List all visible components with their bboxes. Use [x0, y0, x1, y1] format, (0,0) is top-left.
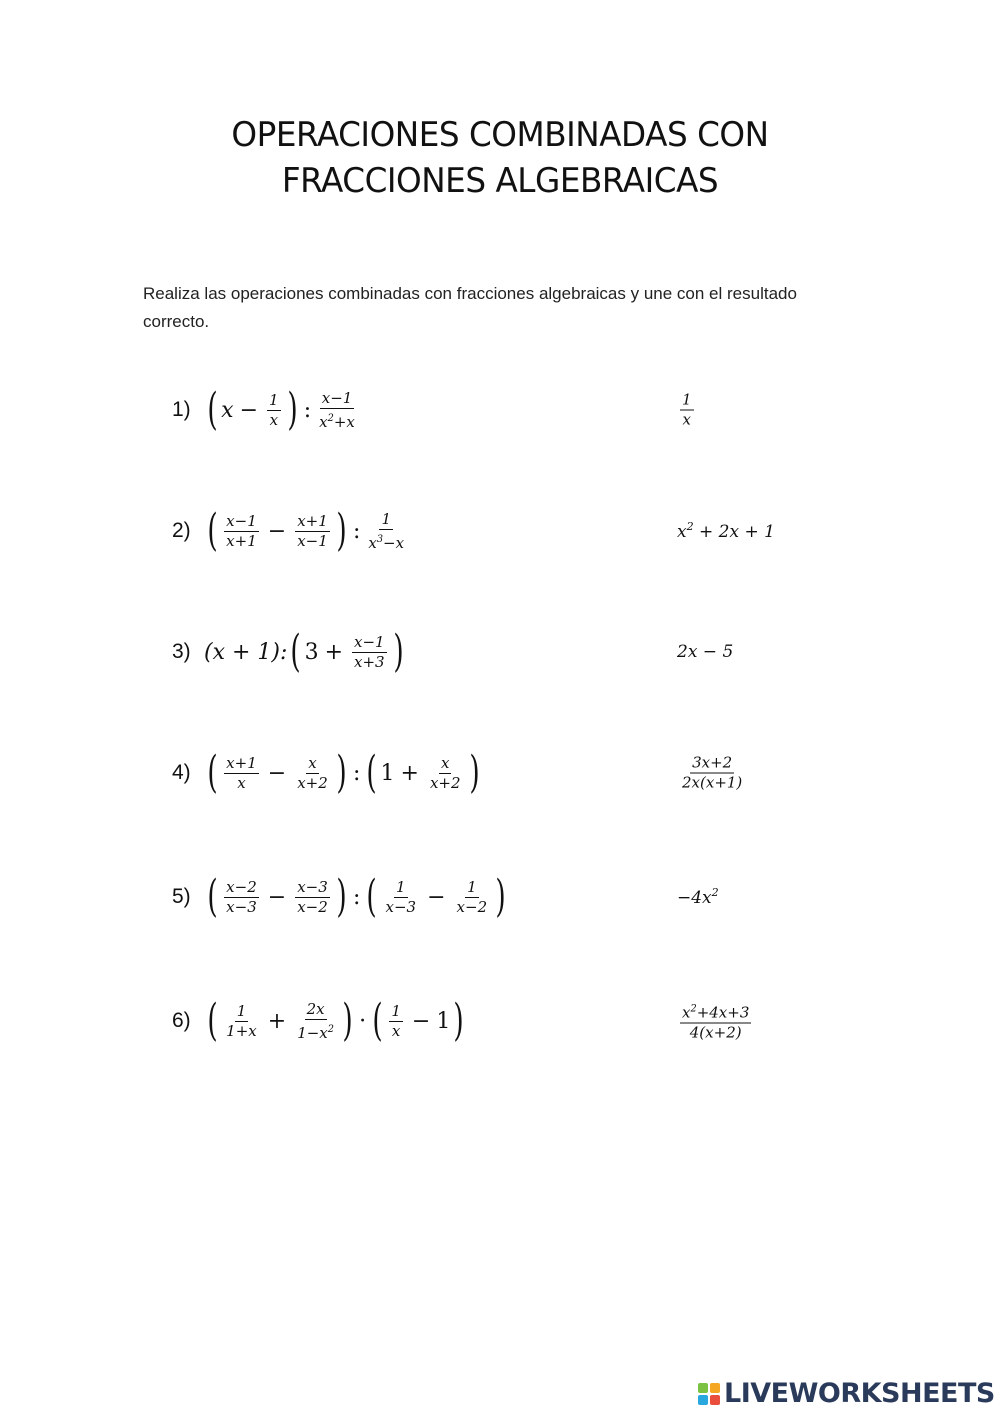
- exercise-number: 5): [172, 885, 191, 908]
- answer-value: $x^2 + 2x + 1$: [677, 520, 775, 542]
- answer-option[interactable]: [677, 1000, 754, 1043]
- answer-value: $\frac{x^2+4x+3}{4(x+2)}$: [680, 1000, 751, 1043]
- exercise-number: 1): [172, 398, 191, 421]
- exercise-row-2: [172, 501, 952, 561]
- exercise-expression: (x + 1): ( 3 + $\frac{x-1}{x+3}$ ): [204, 626, 404, 677]
- answer-value: 2x − 5: [677, 642, 734, 662]
- exercise-expression: ( $\frac{x-2}{x-3}$ − $\frac{x-3}{x-2}$ ) : ( $\frac{1}{x-3}$ − $\frac{1}{x-2}$ ): [207, 871, 506, 922]
- liveworksheets-logo: [698, 1378, 995, 1409]
- exercise-number: 4): [172, 761, 191, 784]
- instructions-text: Realiza las operaciones combinadas con fracciones algebraicas y une con el resultado correcto.: [143, 284, 797, 331]
- answer-value: $-4x^2$: [677, 886, 719, 908]
- answer-option[interactable]: [677, 642, 733, 662]
- exercise-expression: ( x − $\frac{1}{x}$ ) : $\frac{x-1}{x^2+x}$: [207, 384, 355, 435]
- logo-text: LIVEWORKSHEETS: [724, 1378, 995, 1409]
- exercise-expression: ( $\frac{x+1}{x}$ − $\frac{x}{x+2}$ ) : ( 1 + $\frac{x}{x+2}$ ): [207, 747, 480, 798]
- exercise-expression: ( $\frac{1}{1+x}$ + $\frac{2x}{1-x^2}$ ) · ( $\frac{1}{x}$ − 1 ): [207, 995, 465, 1046]
- exercise-row-6: [172, 991, 952, 1051]
- exercise-row-3: [172, 622, 952, 682]
- answer-option[interactable]: [677, 886, 719, 908]
- exercise-number: 2): [172, 519, 191, 542]
- title-line-1: OPERACIONES COMBINADAS CON: [231, 115, 769, 155]
- exercise-row-1: [172, 380, 952, 440]
- answer-option[interactable]: [677, 391, 697, 430]
- worksheet-title: [20, 112, 980, 204]
- exercise-number: 6): [172, 1009, 191, 1032]
- exercise-row-5: [172, 867, 952, 927]
- exercise-number: 3): [172, 640, 191, 663]
- logo-icon: [698, 1383, 720, 1405]
- exercise-row-4: [172, 743, 952, 803]
- answer-value: $\frac{1}{x}$: [682, 390, 692, 429]
- title-line-2: FRACCIONES ALGEBRAICAS: [281, 161, 719, 201]
- exercise-expression: ( $\frac{x-1}{x+1}$ − $\frac{x+1}{x-1}$ ) : $\frac{1}{x^3-x}$: [207, 505, 405, 556]
- answer-value: $\frac{3x+2}{2x(x+1)}$: [682, 753, 743, 792]
- answer-option[interactable]: [677, 754, 747, 793]
- answer-option[interactable]: [677, 520, 775, 542]
